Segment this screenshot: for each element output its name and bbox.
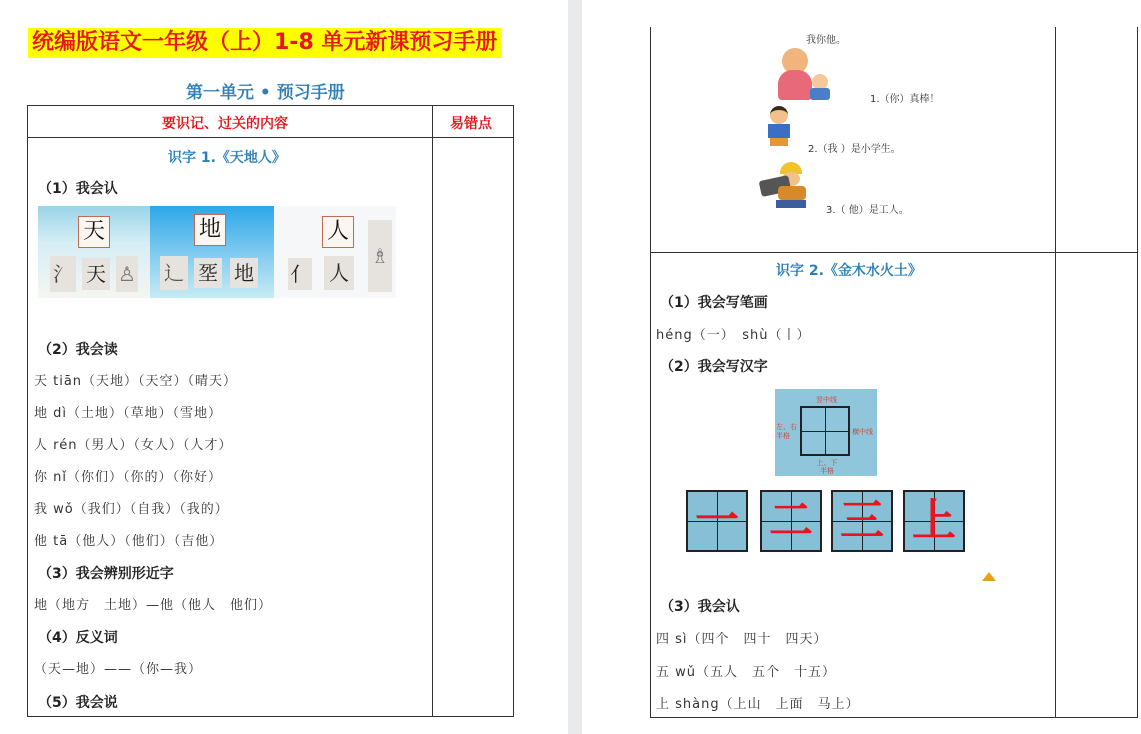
left-table-header-divider (27, 137, 514, 138)
column-header-main: 要识记、过关的内容 (162, 116, 288, 132)
figure-icon: ♙ (116, 256, 138, 292)
right-table-row-divider (650, 252, 1138, 253)
grid-char-cell (760, 490, 822, 552)
mother-child-illustration (776, 44, 838, 100)
main-char: 地 (194, 214, 226, 246)
right-table-bottom-border (650, 717, 1138, 718)
right-table-right-border (1137, 27, 1138, 718)
section-antonyms: （4）反义词 (38, 630, 118, 646)
label-vertical-midline: 竖中线 (816, 396, 837, 404)
label-left-right-half: 左、右半格 (776, 423, 797, 440)
ancient-char: 天 (82, 258, 110, 290)
label-horizontal-midline: 横中线 (852, 428, 873, 436)
sentence-3: 3.（ 他）是工人。 (826, 205, 909, 216)
seal-glyph-icon: 㘸 (194, 258, 222, 288)
left-page (0, 0, 568, 734)
corner-marker-icon (982, 572, 996, 581)
read-line: 他 tā（他人）（他们）（吉他） (34, 534, 224, 549)
grid-char: 三 (840, 495, 884, 546)
strokes-line: héng（一） shù（丨） (656, 328, 811, 343)
char-card-tian (38, 206, 150, 298)
unit-title: 第一单元 • 预习手册 (186, 83, 345, 103)
recognize-line: 四 sì（四个 四十 四天） (656, 632, 828, 647)
recognize-line: 上 shàng（上山 上面 马上） (656, 697, 860, 712)
worker-illustration (756, 162, 820, 208)
char-card-ren (274, 206, 396, 298)
tianzige-diagram (775, 389, 877, 476)
read-line: 天 tiān（天地）（天空）（晴天） (34, 374, 238, 389)
grid-char: 二 (769, 495, 813, 546)
grid-char: 上 (912, 495, 956, 546)
figure-icon: ♗ (368, 220, 392, 292)
oracle-glyph-icon: ⻌ (160, 256, 188, 290)
grid-char: 一 (695, 495, 739, 546)
lesson-title: 识字 1.《天地人》 (168, 150, 286, 166)
read-line: 你 nǐ（你们）（你的）（你好） (34, 470, 222, 485)
read-line: 人 rén（男人）（女人）（人才） (34, 438, 233, 453)
ancient-char: 地 (230, 258, 258, 288)
section-recognize: （3）我会认 (660, 599, 740, 615)
char-card-di (150, 206, 274, 298)
tianzige-box (800, 406, 850, 456)
left-table-column-divider (432, 105, 433, 717)
document-title: 统编版语文一年级（上）1-8 单元新课预习手册 (28, 28, 501, 58)
illustration-caption: 我你他。 (806, 35, 846, 46)
right-page (582, 0, 1141, 734)
recognize-line: 五 wǔ（五人 五个 十五） (656, 665, 837, 680)
read-line: 我 wǒ（我们）（自我）（我的） (34, 502, 229, 517)
section-recognize: （1）我会认 (38, 181, 118, 197)
student-illustration (762, 106, 796, 146)
grid-char-cell (831, 490, 893, 552)
lesson-title: 识字 2.《金木水火土》 (776, 263, 922, 279)
ancient-char: 人 (324, 256, 354, 290)
main-char: 天 (78, 216, 110, 248)
oracle-glyph-icon: 亻 (288, 258, 312, 290)
label-top-bottom-half: 上、下半格 (816, 459, 838, 475)
section-speak: （5）我会说 (38, 695, 118, 711)
column-header-errors: 易错点 (450, 116, 492, 132)
read-line: 地 dì（土地）（草地）（雪地） (34, 406, 222, 421)
main-char: 人 (322, 216, 354, 248)
sentence-2: 2.（我 ）是小学生。 (808, 144, 901, 155)
section-strokes: （1）我会写笔画 (660, 295, 768, 311)
grid-char-cell (903, 490, 965, 552)
antonyms-line: （天—地）——（你—我） (34, 662, 203, 677)
section-read: （2）我会读 (38, 342, 118, 358)
similar-chars-line: 地（地方 土地）—他（他人 他们） (34, 598, 273, 613)
right-table-column-divider (1055, 27, 1056, 718)
right-table-left-border (650, 27, 651, 718)
section-similar-chars: （3）我会辨别形近字 (38, 566, 174, 582)
oracle-glyph-icon: ⺡ (50, 256, 76, 292)
grid-char-cell (686, 490, 748, 552)
sentence-1: 1.（你）真棒！ (870, 94, 940, 105)
section-write: （2）我会写汉字 (660, 359, 768, 375)
